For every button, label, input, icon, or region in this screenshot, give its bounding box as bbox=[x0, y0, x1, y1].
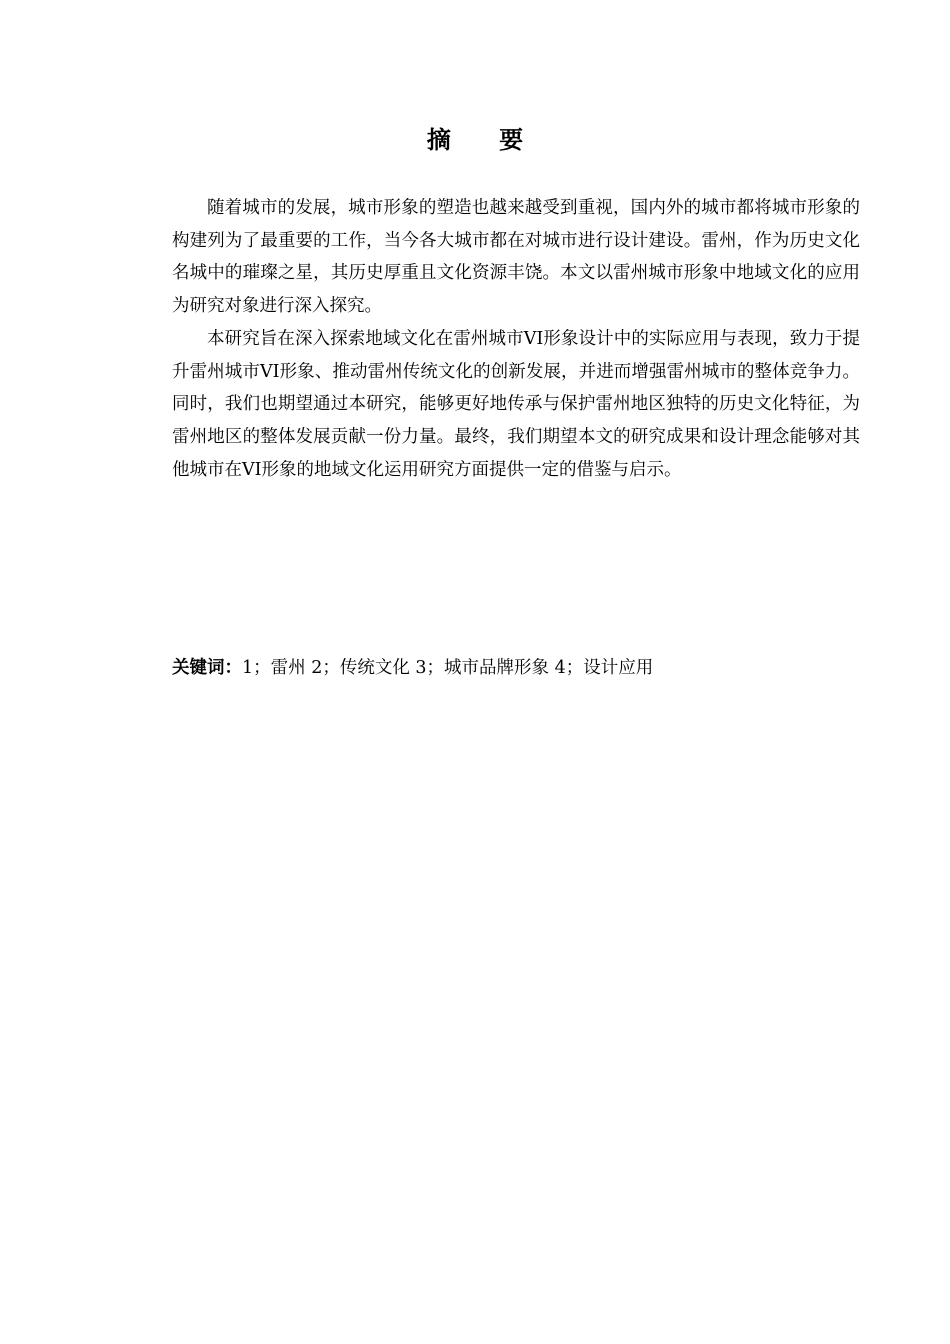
keywords-line bbox=[172, 654, 860, 682]
keywords-label: 关键词： bbox=[172, 658, 242, 678]
abstract-paragraph-1: 随着城市的发展，城市形象的塑造也越来越受到重视，国内外的城市都将城市形象的构建列为了最重要的工作，当今各大城市都在对城市进行设计建设。雷州，作为历史文化名城中的璀璨之星，其历史厚重且文化资源丰饶。本文以雷州城市形象中地域文化的应用为研究对象进行深入探究。 bbox=[172, 198, 860, 317]
abstract-title: 摘 要 bbox=[426, 126, 544, 154]
abstract-paragraph-2: 本研究旨在深入探索地域文化在雷州城市VI形象设计中的实际应用与表现，致力于提升雷州城市VI形象、推动雷州传统文化的创新发展，并进而增强雷州城市的整体竞争力。同时，我们也期望通过本研究，能够更好地传承与保护雷州地区独特的历史文化特征，为雷州地区的整体发展贡献一份力量。最终，我们期望本文的研究成果和设计理念能够对其他城市在VI形象的地域文化运用研究方面提供一定的借鉴与启示。 bbox=[172, 328, 860, 480]
abstract-body bbox=[172, 192, 860, 486]
keywords-text: 1；雷州 2；传统文化 3；城市品牌形象 4；设计应用 bbox=[242, 658, 654, 678]
